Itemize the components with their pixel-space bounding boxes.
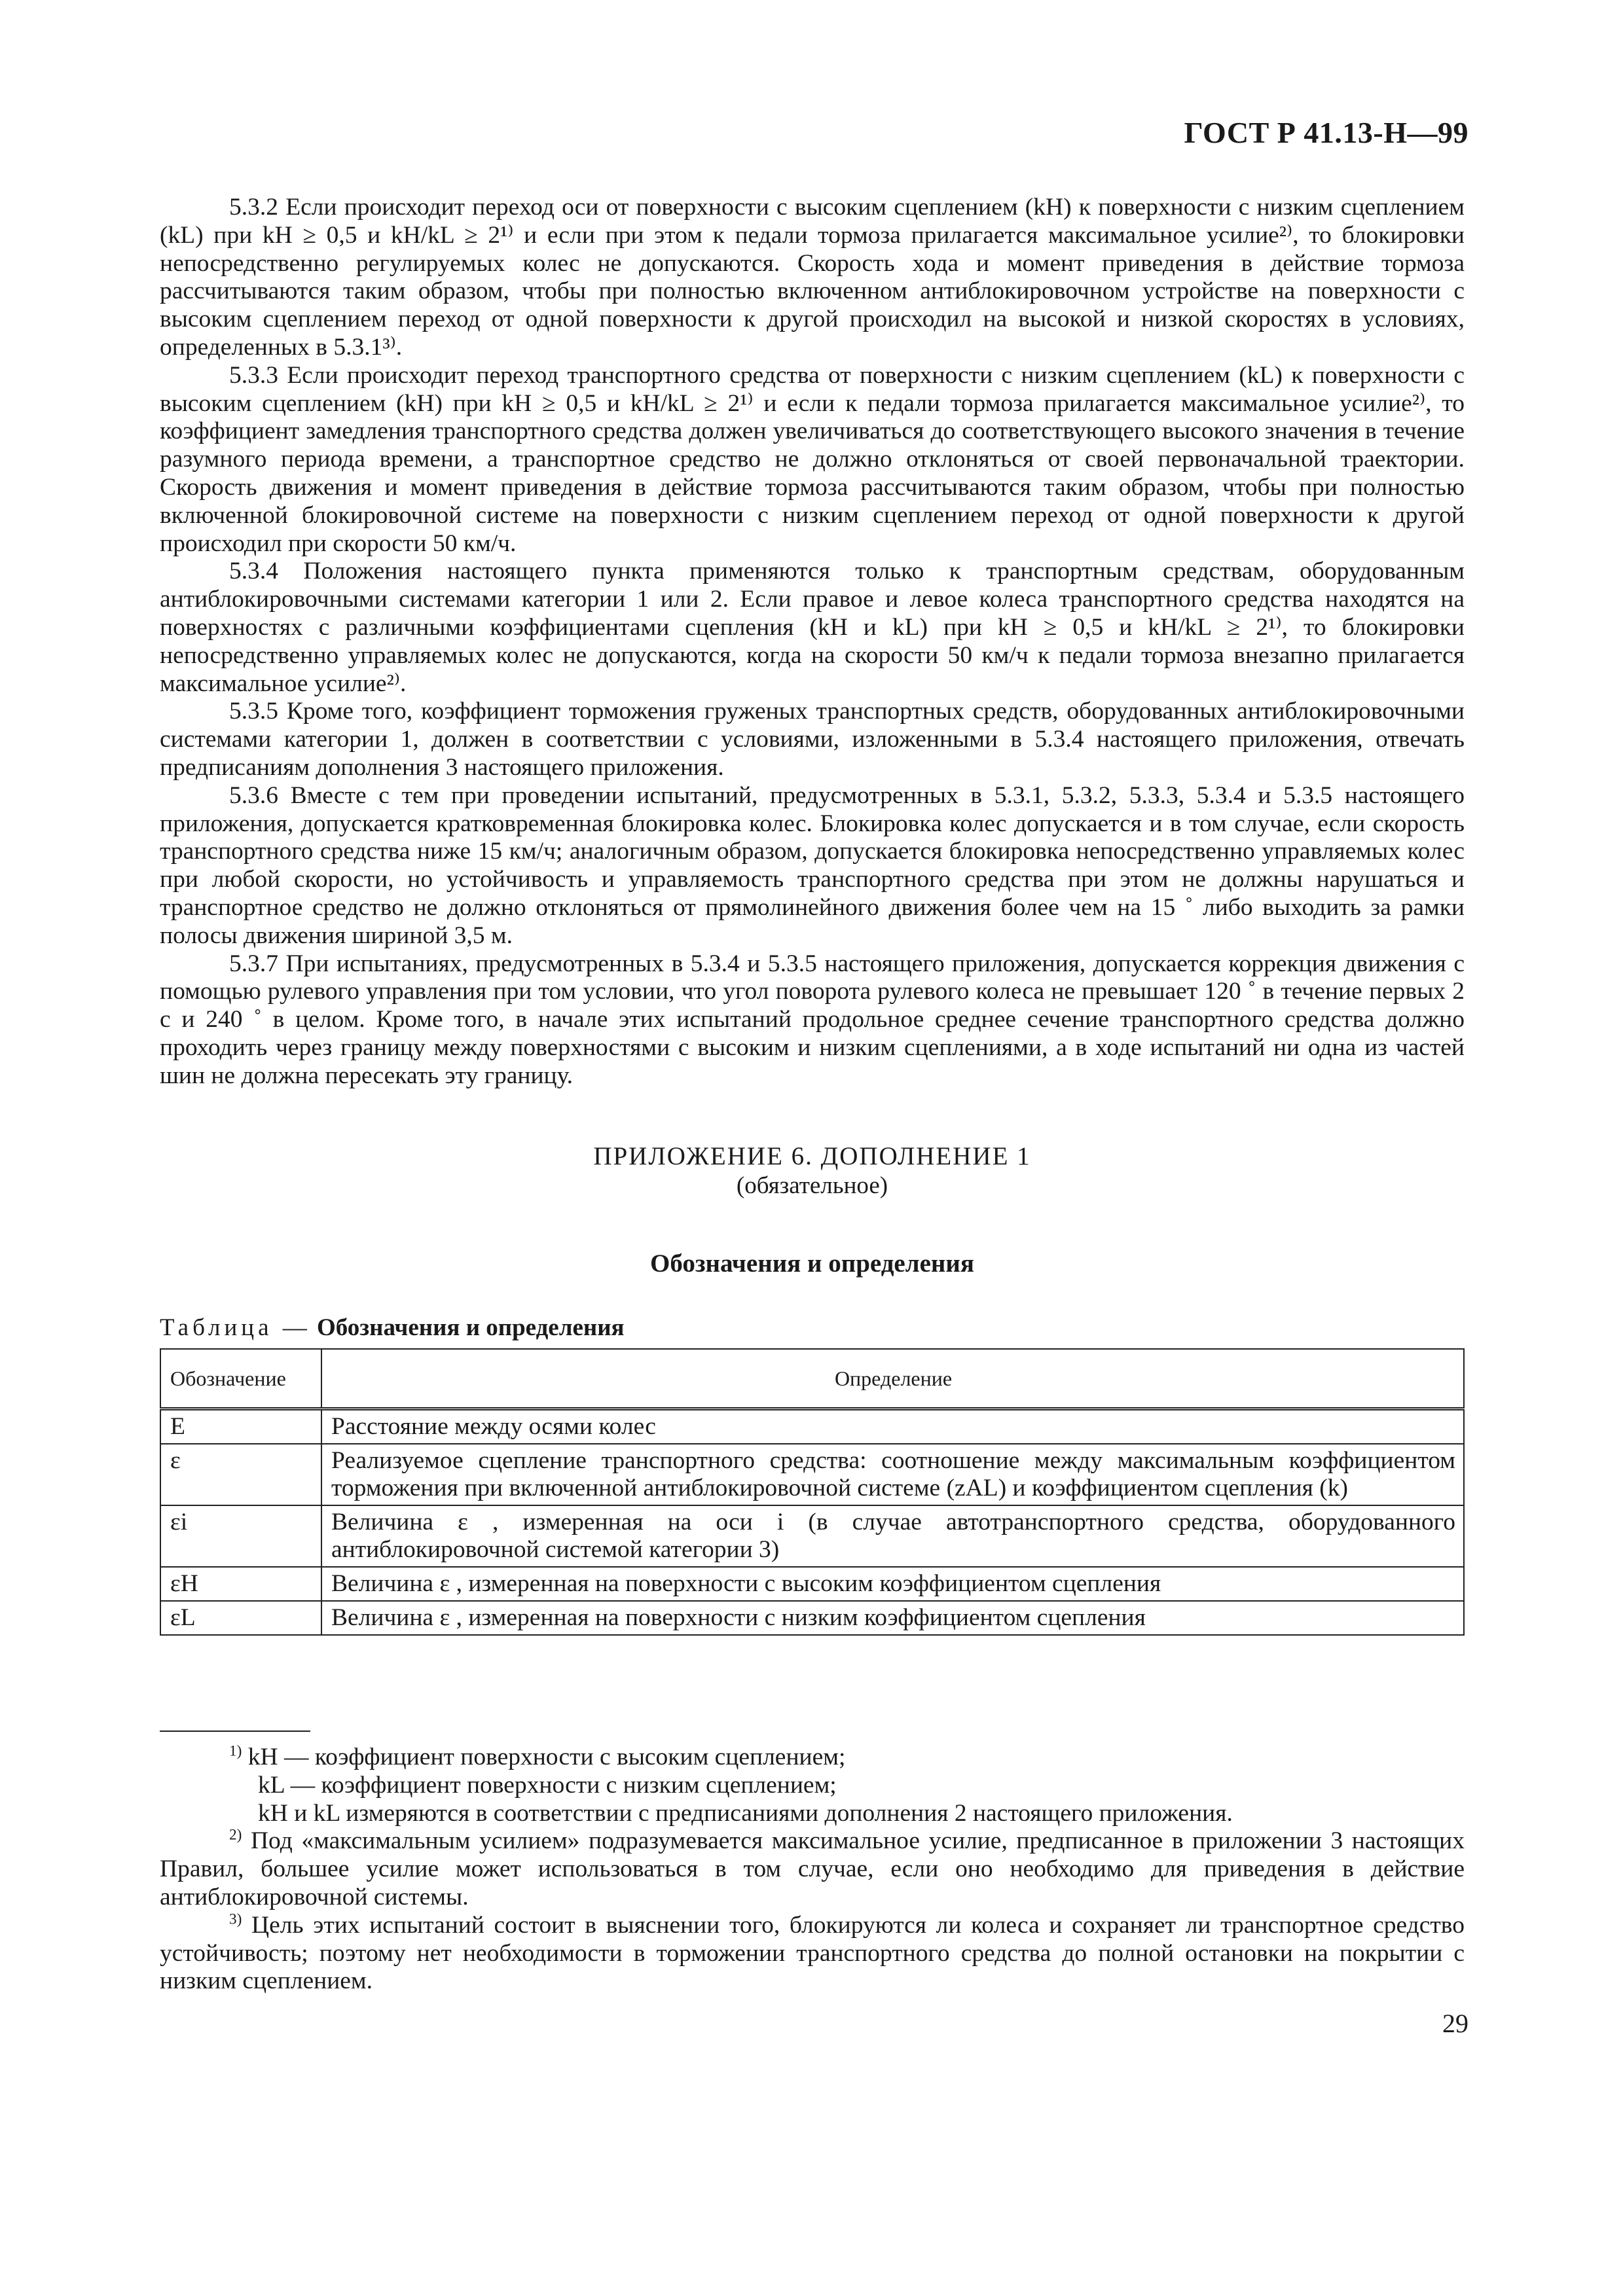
page-number: 29 bbox=[1442, 2009, 1468, 2038]
definitions-table bbox=[160, 1348, 1465, 1636]
footnote-mark: 2) bbox=[229, 1826, 242, 1844]
footnote-2 bbox=[160, 1827, 1465, 1911]
table-row bbox=[160, 1567, 1464, 1601]
definition-cell: Величина ε , измеренная на поверхности с высоким коэффициентом сцепления bbox=[321, 1567, 1464, 1601]
symbol-cell: εi bbox=[160, 1505, 321, 1567]
paragraph-5-3-6: 5.3.6 Вместе с тем при проведении испытаний, предусмотренных в 5.3.1, 5.3.2, 5.3.3, 5.3.4 и 5.3.5 настоящего приложения, допускается кратковременная блокировка колес. Блокировка колес допускается и в том случае, если скорость транспортного средства ниже 15 км/ч; аналогичным образом, допускается блокировка непосредственно управляемых колес при любой скорости, но устойчивость и управляемость транспортного средства при этом не должны нарушаться и транспортное средство не должно отклоняться от прямолинейного движения более чем на 15 ˚ либо выходить за рамки полосы движения шириной 3,5 м. bbox=[160, 781, 1465, 949]
footnote-1-cont bbox=[160, 1772, 1465, 1800]
symbol-cell: E bbox=[160, 1409, 321, 1444]
definition-cell: Расстояние между осями колес bbox=[321, 1409, 1464, 1444]
definition-cell: Величина ε , измеренная на поверхности с низким коэффициентом сцепления bbox=[321, 1601, 1464, 1635]
document-header: ГОСТ Р 41.13-Н—99 bbox=[1184, 116, 1468, 149]
footnote-mark: 1) bbox=[229, 1742, 242, 1760]
symbol-cell: εН bbox=[160, 1567, 321, 1601]
footnote-text: kН — коэффициент поверхности с высоким сцеплением; bbox=[247, 1744, 846, 1770]
footnote-text: Под «максимальным усилием» подразумевается максимальное усилие, предписанное в приложении 3 настоящих Правил, большее усилие может использоваться в том случае, если оно необходимо для приведения в действие антиблокировочной системы. bbox=[160, 1827, 1465, 1910]
paragraph-5-3-4: 5.3.4 Положения настоящего пункта применяются только к транспортным средствам, оборудованным антиблокировочными системами категории 1 или 2. Если правое и левое колеса транспортного средства находятся на поверхностях с различными коэффициентами сцепления (kН и kL) при kН ≥ 0,5 и kН/kL ≥ 2¹⁾, то блокировки непосредственно управляемых колес не допускаются, когда на скорости 50 км/ч к педали тормоза внезапно прилагается максимальное усилие²⁾. bbox=[160, 558, 1465, 697]
footnote-1-cont bbox=[160, 1800, 1465, 1828]
header-definition: Определение bbox=[321, 1349, 1464, 1409]
table-row bbox=[160, 1409, 1464, 1444]
footnote-mark: 3) bbox=[229, 1910, 242, 1928]
paragraph-5-3-5: 5.3.5 Кроме того, коэффициент торможения груженых транспортных средств, оборудованных антиблокировочными системами категории 1, должен в соответствии с условиями, изложенными в 5.3.4 настоящего приложения, отвечать предписаниям дополнения 3 настоящего приложения. bbox=[160, 698, 1465, 781]
main-body bbox=[160, 194, 1465, 1090]
appendix-title: ПРИЛОЖЕНИЕ 6. ДОПОЛНЕНИЕ 1 bbox=[593, 1142, 1031, 1170]
footnote-1 bbox=[160, 1744, 1465, 1772]
paragraph-5-3-3: 5.3.3 Если происходит переход транспортного средства от поверхности с низким сцеплением (kL) к поверхности с высоким сцеплением (kН) при kН ≥ 0,5 и kН/kL ≥ 2¹⁾ и если к педали тормоза прилагается максимальное усилие²⁾, то коэффициент замедления транспортного средства должен увеличиваться до соответствующего высокого значения в течение разумного периода времени, а транспортное средство не должно отклоняться от своей первоначальной траектории. Скорость движения и момент приведения в действие тормоза рассчитываются таким образом, чтобы при полностью включенной блокировочной системе на поверхности с низким сцеплением переход от одной поверхности к другой происходил при скорости 50 км/ч. bbox=[160, 361, 1465, 557]
footnote-divider bbox=[160, 1731, 310, 1732]
table-row bbox=[160, 1601, 1464, 1635]
header-symbol: Обозначение bbox=[160, 1349, 321, 1409]
definition-cell: Величина ε , измеренная на оси i (в случае автотранспортного средства, оборудованного антиблокировочной системой категории 3) bbox=[321, 1505, 1464, 1567]
table-caption-title: Обозначения и определения bbox=[317, 1314, 625, 1341]
section-title: Обозначения и определения bbox=[650, 1249, 974, 1278]
footnote-text: Цель этих испытаний состоит в выяснении того, блокируются ли колеса и сохраняет ли транспортное средство устойчивость; поэтому нет необходимости в торможении транспортного средства до полной остановки на покрытии с низким сцеплением. bbox=[160, 1911, 1465, 1995]
table-caption bbox=[160, 1314, 625, 1342]
footnote-3 bbox=[160, 1912, 1465, 1996]
table-row bbox=[160, 1444, 1464, 1505]
footnote-text: kL — коэффициент поверхности с низким сцеплением; bbox=[258, 1771, 837, 1799]
paragraph-5-3-7: 5.3.7 При испытаниях, предусмотренных в 5.3.4 и 5.3.5 настоящего приложения, допускается коррекция движения с помощью рулевого управления при том условии, что угол поворота рулевого колеса не превышает 120 ˚ в течение первых 2 с и 240 ˚ в целом. Кроме того, в начале этих испытаний продольное среднее сечение транспортного средства должно проходить через границу между поверхностями с высоким и низким сцеплениями, а в ходе испытаний ни одна из частей шин не должна пересекать эту границу. bbox=[160, 950, 1465, 1089]
table-row bbox=[160, 1505, 1464, 1567]
paragraph-5-3-2: 5.3.2 Если происходит переход оси от поверхности с высоким сцеплением (kН) к поверхности с низким сцеплением (kL) при kН ≥ 0,5 и kН/kL ≥ 2¹⁾ и если при этом к педали тормоза прилагается максимальное усилие²⁾, то блокировки непосредственно регулируемых колес не допускаются. Скорость хода и момент приведения в действие тормоза рассчитываются таким образом, чтобы при полностью включенном антиблокировочном устройстве на поверхности с высоким сцеплением переход от одной поверхности к другой происходил на высокой и низкой скоростях в условиях, определенных в 5.3.1³⁾. bbox=[160, 194, 1465, 361]
footnotes bbox=[160, 1744, 1465, 1996]
table-caption-prefix: Таблица — bbox=[160, 1314, 311, 1341]
table-header-row bbox=[160, 1349, 1464, 1409]
definition-cell: Реализуемое сцепление транспортного средства: соотношение между максимальным коэффициентом торможения при включенной антиблокировочной системе (zAL) и коэффициентом сцепления (k) bbox=[321, 1444, 1464, 1505]
appendix-status: (обязательное) bbox=[736, 1172, 888, 1199]
symbol-cell: εL bbox=[160, 1601, 321, 1635]
footnote-text: kН и kL измеряются в соответствии с предписаниями дополнения 2 настоящего приложения. bbox=[258, 1799, 1233, 1827]
symbol-cell: ε bbox=[160, 1444, 321, 1505]
